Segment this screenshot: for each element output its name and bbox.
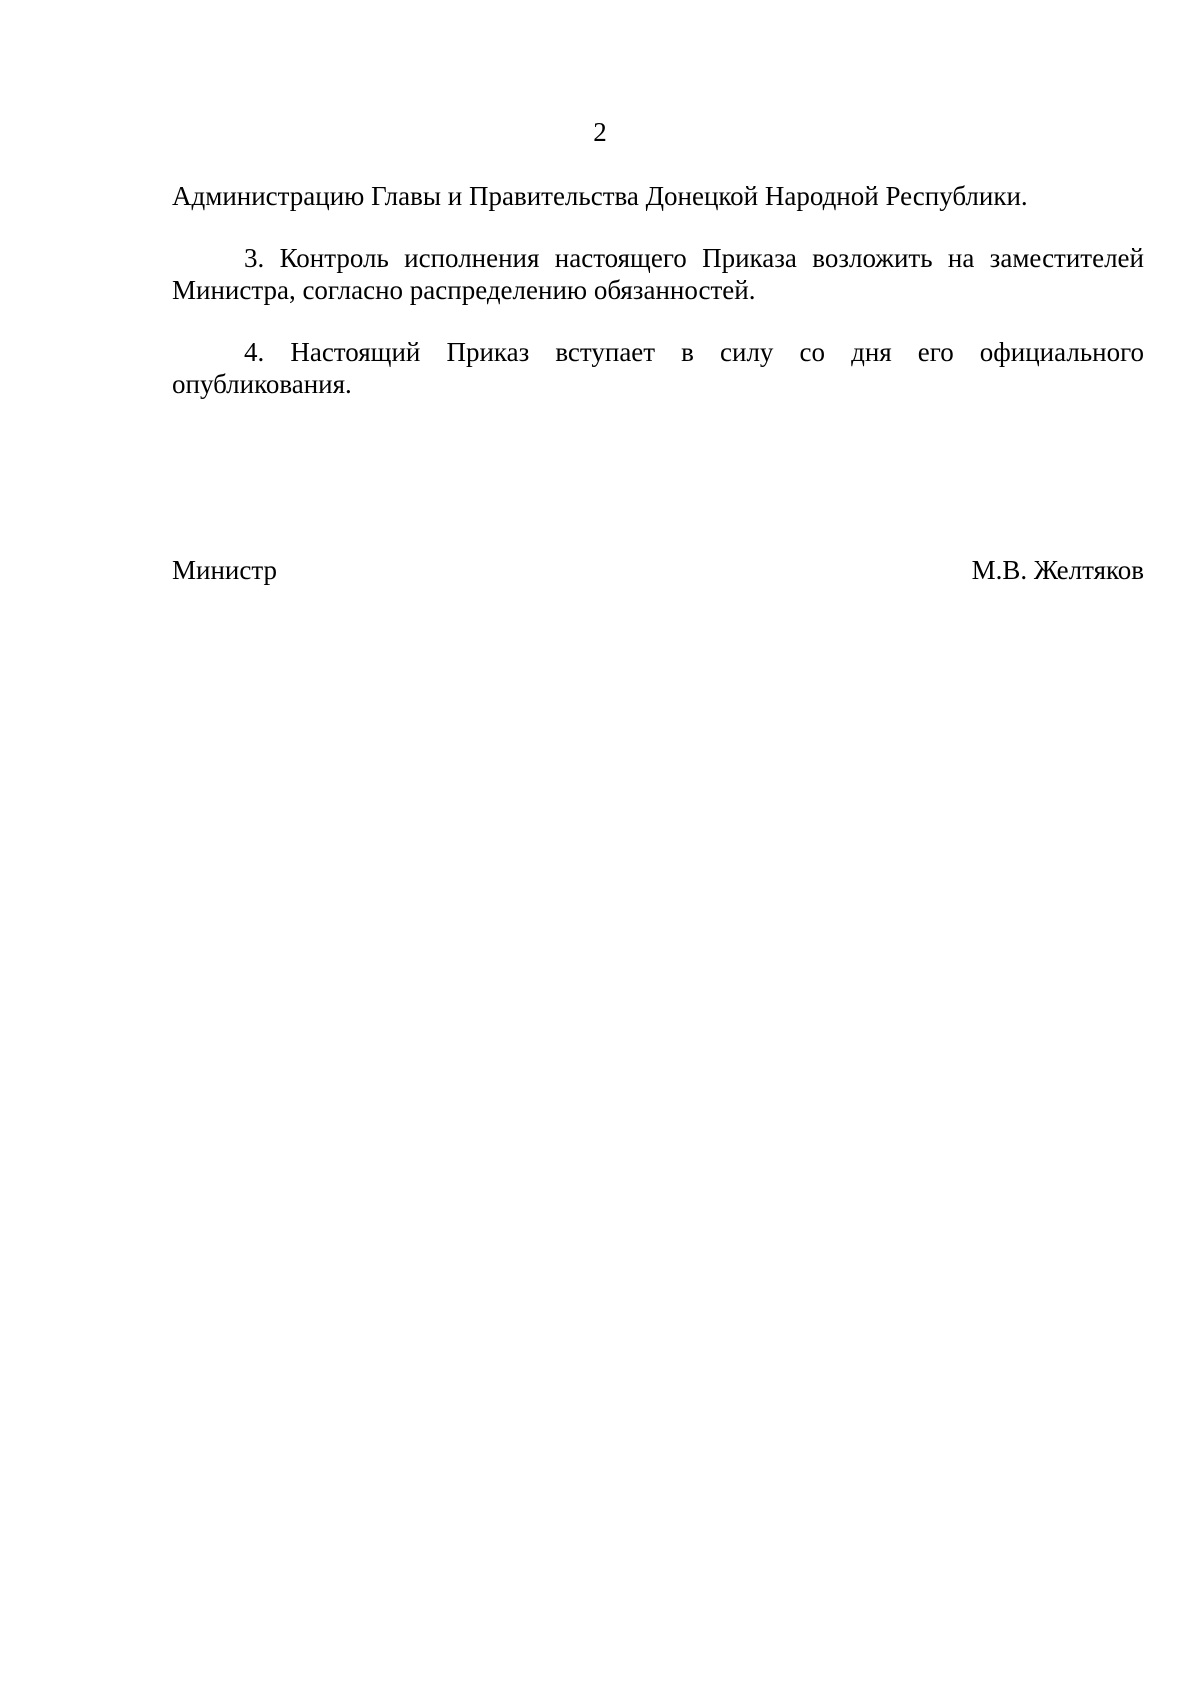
document-body (172, 180, 1144, 400)
paragraph-continuation: Администрацию Главы и Правительства Донецкой Народной Республики. (172, 181, 1028, 211)
paragraph-item-4: 4. Настоящий Приказ вступает в силу со дня его официального опубликования. (172, 337, 1144, 399)
page-number: 2 (593, 117, 607, 147)
signatory-name: М.В. Желтяков (971, 555, 1144, 585)
paragraph-item-3: 3. Контроль исполнения настоящего Приказа возложить на заместителей Министра, согласно распределению обязанностей. (172, 243, 1144, 305)
signature-block (172, 554, 1144, 586)
signatory-position: Министр (172, 555, 277, 585)
